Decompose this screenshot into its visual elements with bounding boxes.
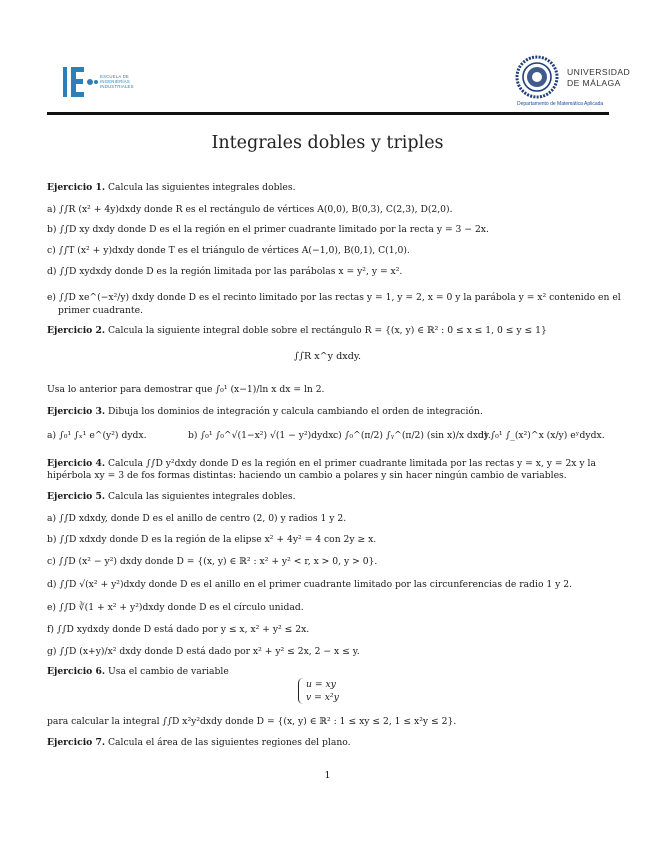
exercise-4-heading (47, 458, 596, 470)
header-rule (47, 112, 609, 115)
exercise-text: Calcula la siguiente integral doble sobre el rectángulo R = {(x, y) ∈ ℝ² : 0 ≤ x ≤ 1, 0 ≤ y ≤ 1} (108, 325, 547, 336)
university-name-line: UNIVERSIDAD (567, 67, 631, 77)
exercise-label: Ejercicio 3. (47, 406, 106, 417)
exercise-1-heading (47, 182, 296, 194)
page-number: 1 (324, 770, 331, 781)
exercise-5e: e) ∫∫D ∛(1 + x² + y²)dxdy donde D es el círculo unidad. (47, 602, 304, 613)
school-logo-text (100, 74, 134, 90)
exercise-text: Dibuja los dominios de integración y calcula cambiando el orden de integración. (108, 406, 483, 417)
exercise-text: Usa el cambio de variable (108, 666, 229, 677)
exercise-text: Calcula las siguientes integrales dobles. (108, 491, 296, 502)
exercise-1e-continued: primer cuadrante. (58, 305, 143, 316)
exercise-text: Calcula el área de las siguientes regiones del plano. (108, 737, 351, 748)
exercise-label: Ejercicio 6. (47, 666, 106, 677)
document-title: Integrales dobles y triples (211, 133, 444, 153)
exercise-5a: a) ∫∫D xdxdy, donde D es el anillo de centro (2, 0) y radios 1 y 2. (47, 513, 347, 524)
exercise-label: Ejercicio 4. (47, 458, 106, 469)
system-equation: u = xy (306, 679, 336, 690)
university-seal-icon (515, 55, 559, 99)
exercise-6-system (298, 678, 339, 704)
exercise-label: Ejercicio 2. (47, 325, 106, 336)
school-logo-mark-icon (62, 66, 98, 98)
exercise-5b: b) ∫∫D xdxdy donde D es la región de la elipse x² + 4y² = 4 con 2y ≥ x. (47, 534, 377, 545)
exercise-2-heading (47, 325, 547, 337)
exercise-1e: e) ∫∫D xe^(−x²/y) dxdy donde D es el recinto limitado por las rectas y = 1, y = 2, x = 0 y la parábola y = x² contenido en el (47, 292, 621, 303)
exercise-6-heading (47, 666, 229, 678)
exercise-text: Calcula las siguientes integrales dobles. (108, 182, 296, 193)
exercise-5-heading (47, 491, 296, 503)
exercise-2-equation: ∫∫R x^y dxdy. (293, 351, 362, 362)
exercise-text: Calcula ∫∫D y²dxdy donde D es la región en el primer cuadrante limitada por las rectas y = x, y = 2x y la (108, 458, 596, 469)
exercise-1d: d) ∫∫D xydxdy donde D es la región limitada por las parábolas x = y², y = x². (47, 266, 403, 277)
university-name-line: DE MÁLAGA (567, 78, 621, 88)
exercise-3d: d) ∫₀¹ ∫_(x²)^x (x/y) eʸdydx. (478, 430, 605, 441)
exercise-5f: f) ∫∫D xydxdy donde D está dado por y ≤ x, x² + y² ≤ 2x. (47, 624, 310, 635)
exercise-1a: a) ∫∫R (x² + 4y)dxdy donde R es el rectángulo de vértices A(0,0), B(0,3), C(2,3), D(2,0). (47, 204, 453, 215)
exercise-3a: a) ∫₀¹ ∫ₓ¹ e^(y²) dydx. (47, 430, 147, 441)
school-logo-line: INGENIERÍAS (100, 79, 130, 85)
exercise-label: Ejercicio 5. (47, 491, 106, 502)
school-logo-line: INDUSTRIALES (100, 84, 134, 90)
exercise-4-continued: hipérbola xy = 3 de fos formas distintas: haciendo un cambio a polares y sin hacer ningún cambio de variables. (47, 470, 567, 481)
exercise-label: Ejercicio 7. (47, 737, 106, 748)
exercise-7-heading (47, 737, 351, 749)
exercise-label: Ejercicio 1. (47, 182, 106, 193)
exercise-5c: c) ∫∫D (x² − y²) dxdy donde D = {(x, y) ∈ ℝ² : x² + y² < r, x > 0, y > 0}. (47, 556, 378, 567)
exercise-5g: g) ∫∫D (x+y)/x² dxdy donde D está dado por x² + y² ≤ 2x, 2 − x ≤ y. (47, 646, 360, 657)
school-logo (62, 66, 152, 98)
university-name (567, 67, 630, 89)
exercise-5d: d) ∫∫D √(x² + y²)dxdy donde D es el anillo en el primer cuadrante limitado por las circunferencias de radio 1 y 2. (47, 579, 573, 590)
system-equation: v = x²y (306, 692, 339, 703)
exercise-2-proof: Usa lo anterior para demostrar que ∫₀¹ (x−1)/ln x dx = ln 2. (47, 384, 325, 395)
exercise-3-heading (47, 406, 483, 418)
university-logo (513, 55, 633, 111)
exercise-1b: b) ∫∫D xy dxdy donde D es el la región en el primer cuadrante limitado por la recta y = 3 − 2x. (47, 224, 489, 235)
exercise-3c: c) ∫₀^(π/2) ∫ᵧ^(π/2) (sin x)/x dxdy. (333, 430, 491, 441)
exercise-6-continued: para calcular la integral ∫∫D x²y²dxdy donde D = {(x, y) ∈ ℝ² : 1 ≤ xy ≤ 2, 1 ≤ x²y ≤ 2}. (47, 716, 457, 727)
department-name: Departamento de Matemática Aplicada (517, 101, 604, 107)
school-logo-line: ESCUELA DE (100, 74, 129, 79)
exercise-1c: c) ∫∫T (x² + y)dxdy donde T es el triángulo de vértices A(−1,0), B(0,1), C(1,0). (47, 245, 410, 256)
exercise-3b: b) ∫₀¹ ∫₀^√(1−x²) √(1 − y²)dydx. (188, 430, 337, 441)
